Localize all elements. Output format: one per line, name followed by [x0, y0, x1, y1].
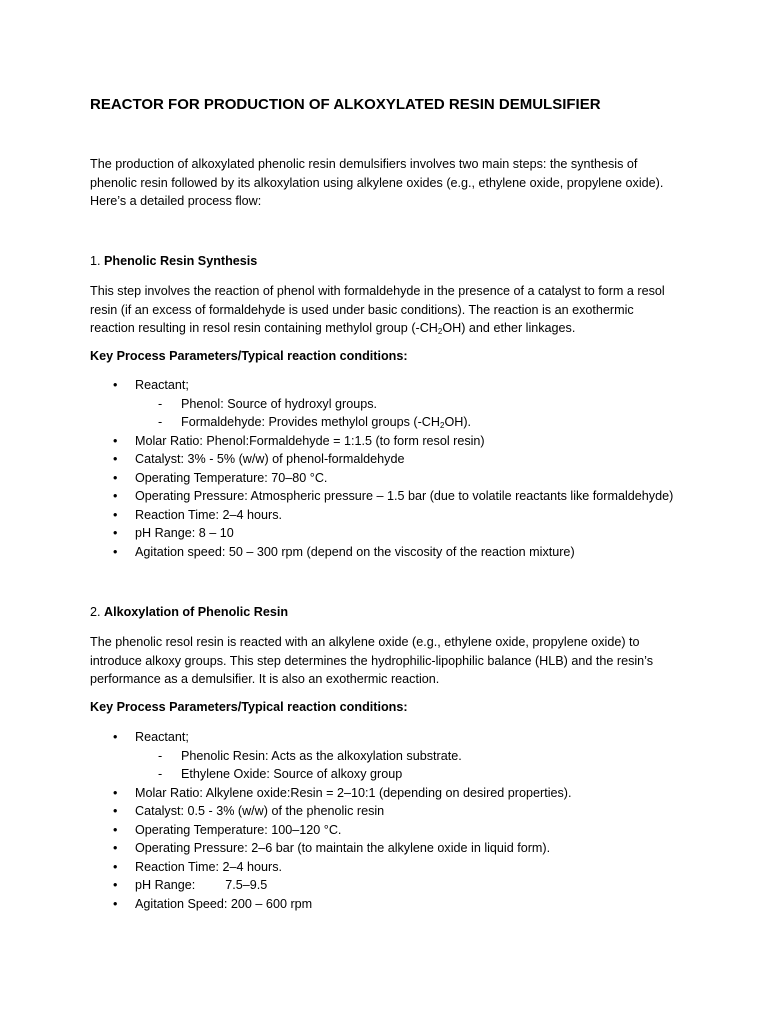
list-item-text: Catalyst: 3% - 5% (w/w) of phenol-formaldehyde	[135, 452, 405, 466]
list-item-text: Operating Pressure: Atmospheric pressure – 1.5 bar (due to volatile reactants like formaldehyde)	[135, 489, 674, 503]
section-title: Phenolic Resin Synthesis	[104, 254, 258, 268]
text-line: This step involves the reaction of phenol with formaldehyde in the presence of a catalyst to form a resol	[90, 284, 665, 298]
sub-list-item	[0, 395, 768, 414]
list-item-text: Agitation speed: 50 – 300 rpm (depend on the viscosity of the reaction mixture)	[135, 544, 575, 559]
text-span: OH) and ether linkages.	[442, 321, 576, 335]
section-1-param-list	[0, 376, 768, 561]
list-item	[0, 487, 768, 506]
section-title: Alkoxylation of Phenolic Resin	[104, 605, 289, 619]
text-line	[90, 319, 690, 338]
list-item	[0, 524, 768, 543]
document-title: REACTOR FOR PRODUCTION OF ALKOXYLATED RESIN DEMULSIFIER	[90, 96, 601, 113]
bullet-icon: •	[113, 730, 118, 744]
subscript: 2	[437, 327, 443, 336]
bullet-icon: •	[113, 433, 118, 448]
list-item	[0, 450, 768, 469]
section-2-param-list	[0, 728, 768, 913]
text-line: Here’s a detailed process flow:	[90, 194, 262, 208]
dash-icon: -	[158, 396, 163, 411]
sub-item-text: Phenol: Source of hydroxyl groups.	[181, 396, 378, 411]
sub-item-text	[181, 413, 471, 432]
list-item-text: Operating Temperature: 70–80 °C.	[135, 470, 328, 485]
bullet-icon: •	[113, 804, 118, 818]
list-item-text: Catalyst: 0.5 - 3% (w/w) of the phenolic resin	[135, 804, 385, 818]
text-span: Formaldehyde: Provides methylol groups (-CH	[181, 415, 440, 429]
list-item	[0, 506, 768, 525]
list-item	[0, 802, 768, 821]
bullet-icon: •	[113, 785, 118, 800]
dash-icon: -	[158, 767, 163, 781]
list-item	[0, 821, 768, 840]
list-item-text: Reactant;	[135, 730, 189, 744]
list-item	[0, 839, 768, 858]
list-item-text	[135, 876, 267, 895]
bullet-icon: •	[113, 841, 118, 855]
section-number: 2.	[90, 605, 105, 619]
sub-list-item	[0, 765, 768, 784]
bullet-icon: •	[113, 822, 118, 837]
bullet-icon: •	[113, 526, 118, 540]
list-item	[0, 376, 768, 395]
list-item	[0, 784, 768, 803]
ph-value: 7.5–9.5	[225, 878, 268, 892]
sub-list-item	[0, 413, 768, 432]
section-1-params-heading: Key Process Parameters/Typical reaction conditions:	[90, 349, 408, 363]
list-item-text: Molar Ratio: Alkylene oxide:Resin = 2–10:1 (depending on desired properties).	[135, 785, 572, 800]
subscript: 2	[439, 421, 445, 430]
dash-icon: -	[158, 748, 163, 763]
section-1-heading	[90, 254, 257, 268]
bullet-icon: •	[113, 507, 118, 522]
section-number: 1.	[90, 254, 105, 268]
text-line: performance as a demulsifier. It is also an exothermic reaction.	[90, 672, 440, 686]
list-item	[0, 728, 768, 747]
text-line: The phenolic resol resin is reacted with an alkylene oxide (e.g., ethylene oxide, propylene oxide) to	[90, 635, 640, 649]
list-item	[0, 895, 768, 914]
text-line: resin (if an excess of formaldehyde is used under basic conditions). The reaction is an exothermic	[90, 302, 634, 317]
list-item-text: Operating Temperature: 100–120 °C.	[135, 822, 342, 837]
dash-icon: -	[158, 415, 163, 429]
bullet-icon: •	[113, 378, 118, 392]
ph-label: pH Range:	[135, 878, 196, 892]
list-item-text: Reactant;	[135, 378, 189, 392]
text-line: phenolic resin followed by its alkoxylation using alkylene oxides (e.g., ethylene oxide, propylene oxide).	[90, 175, 664, 190]
text-span: reaction resulting in resol resin containing methylol group (-CH	[90, 321, 438, 335]
section-2-params-heading: Key Process Parameters/Typical reaction conditions:	[90, 700, 408, 714]
bullet-icon: •	[113, 452, 118, 466]
list-item-text: Molar Ratio: Phenol:Formaldehyde = 1:1.5 (to form resol resin)	[135, 433, 485, 448]
intro-paragraph	[90, 155, 690, 211]
sub-list-item	[0, 747, 768, 766]
bullet-icon: •	[113, 859, 118, 874]
bullet-icon: •	[113, 878, 118, 892]
list-item-text: Reaction Time: 2–4 hours.	[135, 507, 283, 522]
section-2-paragraph	[90, 633, 690, 689]
bullet-icon: •	[113, 544, 118, 559]
bullet-icon: •	[113, 470, 118, 485]
section-2-heading	[90, 605, 288, 619]
text-line: The production of alkoxylated phenolic resin demulsifiers involves two main steps: the synthesis of	[90, 157, 638, 171]
text-span: OH).	[444, 415, 472, 429]
list-item	[0, 432, 768, 451]
bullet-icon: •	[113, 896, 118, 911]
list-item-text: pH Range: 8 – 10	[135, 526, 234, 540]
list-item-text: Operating Pressure: 2–6 bar (to maintain the alkylene oxide in liquid form).	[135, 841, 551, 855]
bullet-icon: •	[113, 489, 118, 503]
list-item	[0, 858, 768, 877]
text-line: introduce alkoxy groups. This step determines the hydrophilic-lipophilic balance (HLB) and the resin’s	[90, 653, 654, 668]
list-item	[0, 876, 768, 895]
list-item	[0, 543, 768, 562]
list-item-text: Reaction Time: 2–4 hours.	[135, 859, 283, 874]
section-1-paragraph	[90, 282, 690, 338]
sub-item-text: Ethylene Oxide: Source of alkoxy group	[181, 767, 403, 781]
list-item	[0, 469, 768, 488]
list-item-text: Agitation Speed: 200 – 600 rpm	[135, 896, 313, 911]
sub-item-text: Phenolic Resin: Acts as the alkoxylation substrate.	[181, 748, 462, 763]
